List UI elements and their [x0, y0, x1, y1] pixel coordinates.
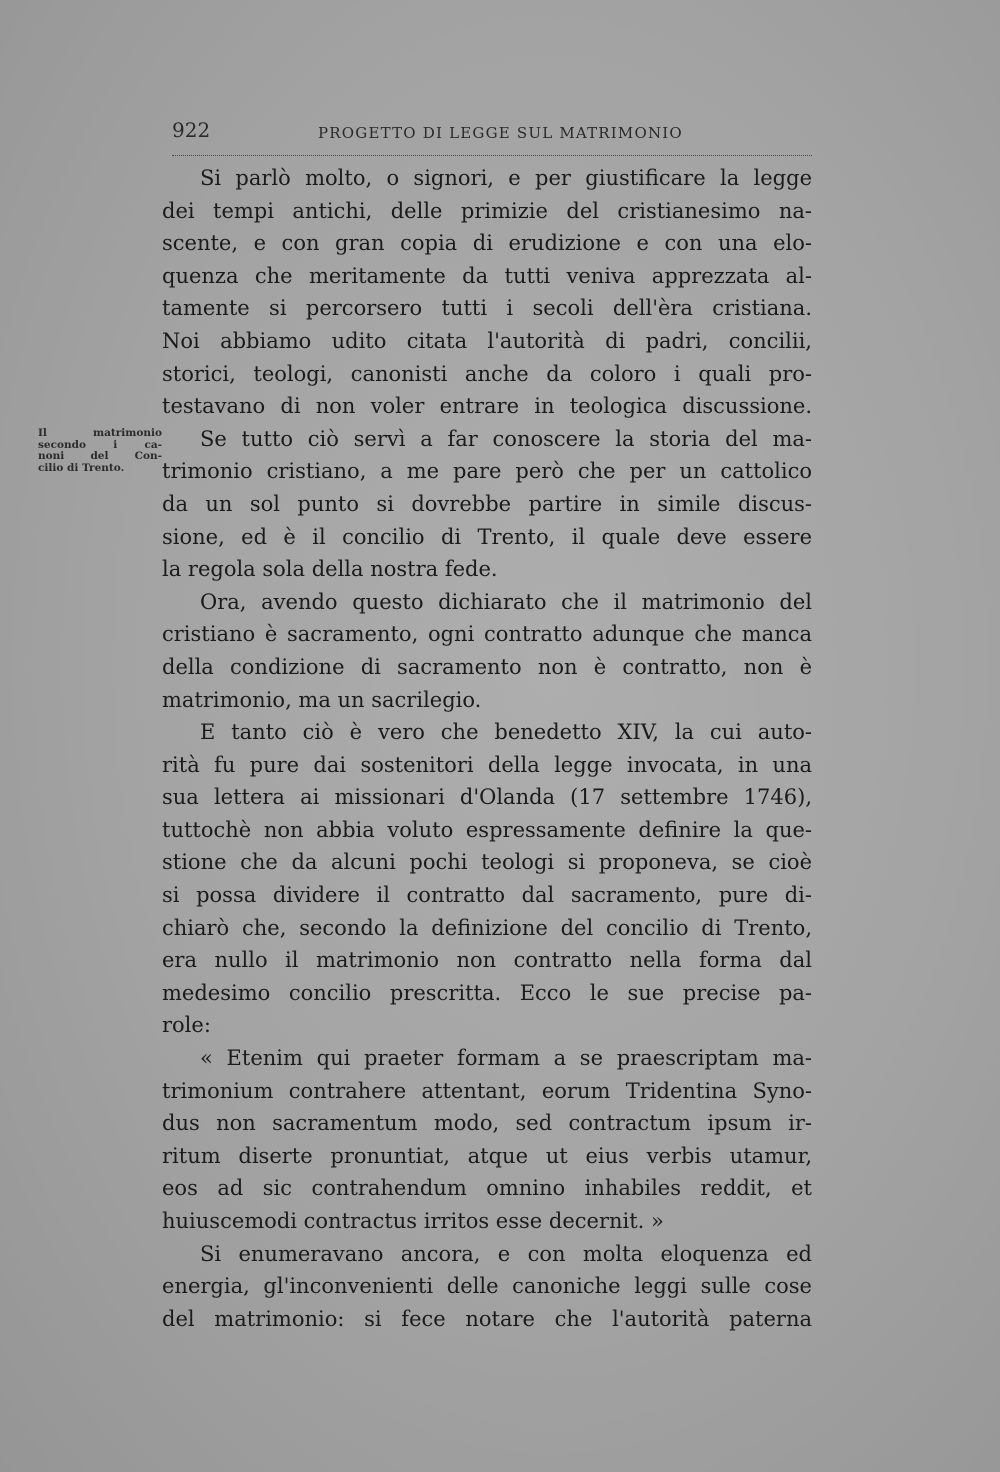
text-line: Noi abbiamo udito citata l'autorità di padri, concilii, — [162, 328, 812, 353]
text-line: della condizione di sacramento non è contratto, non è — [162, 654, 812, 679]
page-header — [172, 114, 812, 154]
text-line: trimonium contrahere attentant, eorum Tridentina Syno- — [162, 1078, 812, 1103]
text-line: chiarò che, secondo la definizione del concilio di Trento, — [162, 915, 812, 940]
text-line: si possa dividere il contratto dal sacramento, pure di- — [162, 883, 812, 908]
text-line: stione che da alcuni pochi teologi si proponeva, se cioè — [162, 850, 812, 875]
text-line: storici, teologi, canonisti anche da coloro i quali pro- — [162, 361, 812, 386]
text-line: la regola sola della nostra fede. — [162, 557, 498, 582]
text-line: cristiano è sacramento, ogni contratto adunque che manca — [162, 622, 812, 647]
text-line: era nullo il matrimonio non contratto nella forma dal — [162, 948, 812, 973]
text-line: sione, ed è il concilio di Trento, il quale deve essere — [162, 524, 812, 549]
margin-note-line: noni del Con- — [38, 450, 162, 462]
margin-note-line: secondo i ca- — [38, 438, 162, 451]
running-head: PROGETTO DI LEGGE SUL MATRIMONIO — [318, 124, 683, 142]
text-line: testavano di non voler entrare in teologica discussione. — [162, 394, 812, 419]
margin-note — [38, 428, 162, 474]
text-line: tuttochè non abbia voluto espressamente definire la que- — [162, 817, 812, 842]
text-line: rità fu pure dai sostenitori della legge invocata, in una — [162, 752, 812, 777]
text-line: quenza che meritamente da tutti veniva apprezzata al- — [162, 263, 812, 288]
margin-note-line: Il matrimonio — [38, 427, 162, 439]
text-line: role: — [162, 1013, 211, 1038]
text-line: ritum diserte pronuntiat, atque ut eius verbis utamur, — [162, 1143, 812, 1168]
text-line: Si parlò molto, o signori, e per giustificare la legge — [200, 166, 812, 190]
text-line: trimonio cristiano, a me pare però che per un cattolico — [162, 459, 812, 484]
text-line: del matrimonio: si fece notare che l'autorità paterna — [162, 1306, 812, 1331]
text-line: tamente si percorsero tutti i secoli dell'èra cristiana. — [162, 296, 812, 321]
body-text — [162, 162, 812, 1335]
text-line: da un sol punto si dovrebbe partire in simile discus- — [162, 491, 812, 516]
text-line: E tanto ciò è vero che benedetto XIV, la cui auto- — [200, 720, 812, 745]
text-line: sua lettera ai missionari d'Olanda (17 settembre 1746), — [162, 785, 812, 810]
header-rule — [172, 155, 812, 156]
text-line: dus non sacramentum modo, sed contractum ipsum ir- — [162, 1111, 812, 1136]
page-number: 922 — [172, 118, 211, 142]
text-line: « Etenim qui praeter formam a se praescriptam ma- — [200, 1046, 812, 1071]
text-line: Si enumeravano ancora, e con molta eloquenza ed — [200, 1241, 812, 1266]
margin-note-line: cilio di Trento. — [38, 461, 125, 474]
text-line: energia, gl'inconvenienti delle canoniche leggi sulle cose — [162, 1274, 812, 1299]
text-line: Se tutto ciò servì a far conoscere la storia del ma- — [200, 426, 812, 451]
text-line: dei tempi antichi, delle primizie del cristianesimo na- — [162, 198, 812, 223]
text-line: medesimo concilio prescritta. Ecco le sue precise pa- — [162, 980, 812, 1005]
text-line: scente, e con gran copia di erudizione e con una elo- — [162, 231, 812, 256]
text-line: huiuscemodi contractus irritos esse decernit. » — [162, 1209, 664, 1233]
text-line: eos ad sic contrahendum omnino inhabiles reddit, et — [162, 1176, 812, 1201]
text-line: Ora, avendo questo dichiarato che il matrimonio del — [200, 589, 812, 614]
text-line: matrimonio, ma un sacrilegio. — [162, 687, 482, 712]
